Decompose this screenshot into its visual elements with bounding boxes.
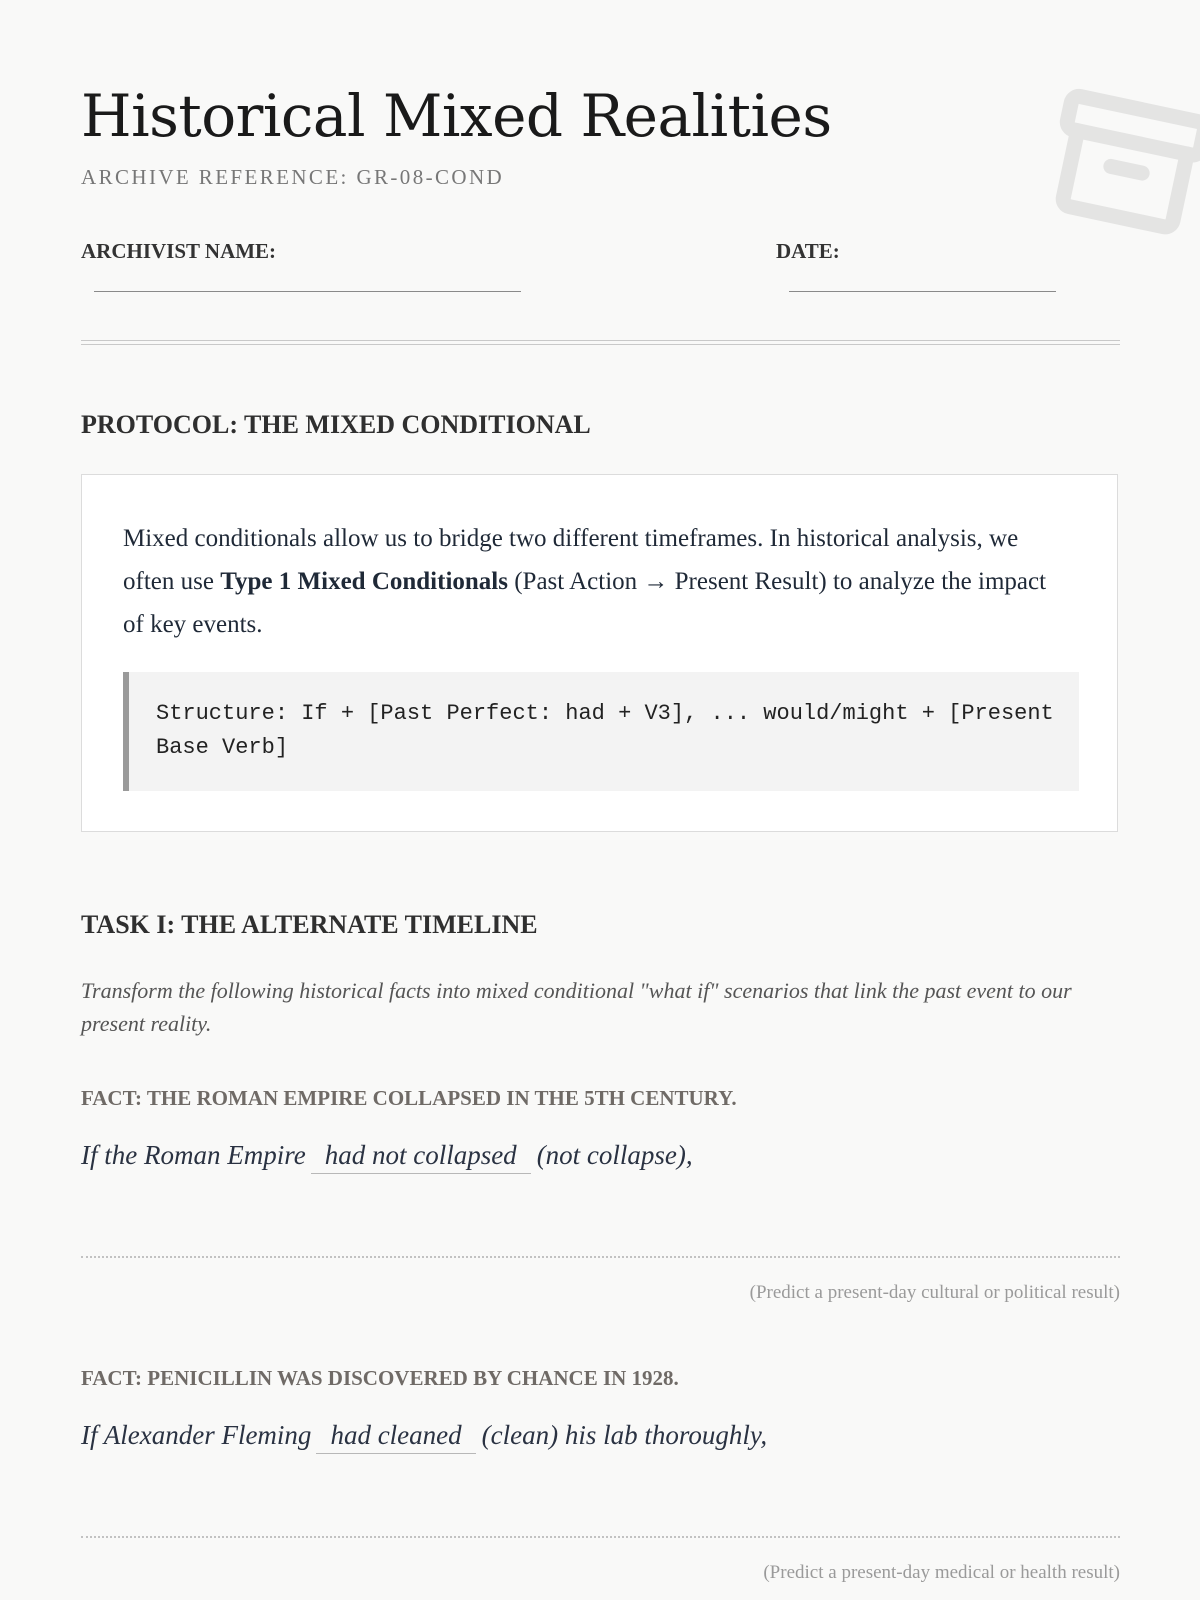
sentence-1 — [81, 1135, 693, 1175]
answer-2-field[interactable]: had cleaned — [316, 1417, 475, 1454]
protocol-heading: PROTOCOL: THE MIXED CONDITIONAL — [81, 410, 591, 439]
protocol-text-after: (Past Action → Present Result) to analyze the impact of key events. — [123, 568, 1047, 638]
answer-line-2[interactable] — [81, 1536, 1120, 1538]
task-heading: TASK I: THE ALTERNATE TIMELINE — [81, 910, 538, 939]
task-instructions: Transform the following historical facts into mixed conditional "what if" scenarios that link the past event to our present reality. — [81, 978, 1072, 1036]
sentence-1-suffix: (not collapse), — [536, 1140, 693, 1170]
structure-formula: Structure: If + [Past Perfect: had + V3], ... would/might + [Present Base Verb] — [123, 672, 1079, 791]
page-title: Historical Mixed Realities — [81, 82, 832, 150]
protocol-text-bold: Type 1 Mixed Conditionals — [220, 568, 508, 595]
sentence-1-prefix: If the Roman Empire — [81, 1140, 306, 1170]
protocol-explanation — [123, 517, 1053, 646]
date-label: DATE: — [776, 239, 840, 263]
fact-2: FACT: PENICILLIN WAS DISCOVERED BY CHANCE IN 1928. — [81, 1366, 679, 1390]
hint-1: (Predict a present-day cultural or political result) — [749, 1282, 1120, 1303]
sentence-2-suffix: (clean) his lab thoroughly, — [481, 1420, 768, 1450]
protocol-box — [81, 474, 1118, 832]
hint-2: (Predict a present-day medical or health result) — [763, 1562, 1120, 1583]
archivist-name-field[interactable] — [94, 291, 521, 292]
archive-box-icon — [1049, 78, 1200, 238]
archive-reference: ARCHIVE REFERENCE: GR-08-COND — [81, 165, 505, 189]
protocol-text-before: Mixed conditionals allow us to bridge two different timeframes. In historical analysis, we often use — [123, 525, 1019, 595]
header-divider — [81, 340, 1120, 345]
date-field[interactable] — [789, 291, 1056, 292]
fact-1: FACT: THE ROMAN EMPIRE COLLAPSED IN THE 5TH CENTURY. — [81, 1086, 737, 1110]
archivist-name-label: ARCHIVIST NAME: — [81, 239, 277, 263]
sentence-2 — [81, 1415, 767, 1455]
answer-1-field[interactable]: had not collapsed — [311, 1137, 531, 1174]
sentence-2-prefix: If Alexander Fleming — [81, 1420, 312, 1450]
answer-line-1[interactable] — [81, 1256, 1120, 1258]
